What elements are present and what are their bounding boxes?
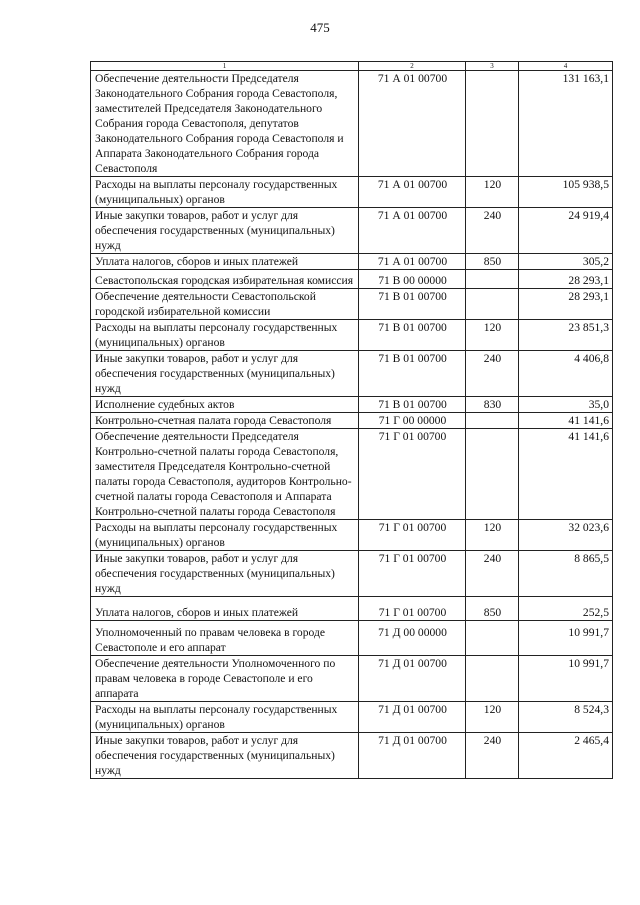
- row-amount: 41 141,6: [519, 429, 613, 520]
- row-type: 240: [466, 351, 519, 397]
- row-type: [466, 270, 519, 289]
- table-row: [91, 397, 613, 413]
- row-type: [466, 429, 519, 520]
- row-type: [466, 656, 519, 702]
- row-name: Расходы на выплаты персоналу государственных (муниципальных) органов: [91, 177, 359, 208]
- row-amount: 28 293,1: [519, 270, 613, 289]
- row-code: 71 Г 00 00000: [359, 413, 466, 429]
- row-name: Обеспечение деятельности Севастопольской городской избирательной комиссии: [91, 289, 359, 320]
- row-type: [466, 413, 519, 429]
- row-code: 71 В 01 00700: [359, 289, 466, 320]
- row-amount: 28 293,1: [519, 289, 613, 320]
- row-name: Исполнение судебных актов: [91, 397, 359, 413]
- row-type: 120: [466, 520, 519, 551]
- row-name: Уплата налогов, сборов и иных платежей: [91, 597, 359, 621]
- row-amount: 23 851,3: [519, 320, 613, 351]
- row-amount: 24 919,4: [519, 208, 613, 254]
- row-name: Иные закупки товаров, работ и услуг для обеспечения государственных (муниципальных) нужд: [91, 551, 359, 597]
- row-type: 850: [466, 254, 519, 270]
- row-name: Иные закупки товаров, работ и услуг для обеспечения государственных (муниципальных) нужд: [91, 351, 359, 397]
- row-type: [466, 71, 519, 177]
- row-name: Иные закупки товаров, работ и услуг для обеспечения государственных (муниципальных) нужд: [91, 208, 359, 254]
- table-row: [91, 351, 613, 397]
- row-amount: 10 991,7: [519, 621, 613, 656]
- header-col-1: 1: [91, 62, 359, 71]
- row-name: Уполномоченный по правам человека в городе Севастополе и его аппарат: [91, 621, 359, 656]
- row-amount: 252,5: [519, 597, 613, 621]
- row-code: 71 А 01 00700: [359, 254, 466, 270]
- row-amount: 8 524,3: [519, 702, 613, 733]
- row-code: 71 А 01 00700: [359, 208, 466, 254]
- row-amount: 305,2: [519, 254, 613, 270]
- row-name: Обеспечение деятельности Уполномоченного по правам человека в городе Севастополе и его аппарата: [91, 656, 359, 702]
- table-row: [91, 597, 613, 621]
- row-amount: 8 865,5: [519, 551, 613, 597]
- row-code: 71 В 01 00700: [359, 351, 466, 397]
- row-amount: 4 406,8: [519, 351, 613, 397]
- table-row: [91, 177, 613, 208]
- table-row: [91, 551, 613, 597]
- table-row: [91, 270, 613, 289]
- row-amount: 35,0: [519, 397, 613, 413]
- row-name: Иные закупки товаров, работ и услуг для обеспечения государственных (муниципальных) нужд: [91, 733, 359, 779]
- row-code: 71 В 00 00000: [359, 270, 466, 289]
- row-code: 71 Д 01 00700: [359, 656, 466, 702]
- row-name: Севастопольская городская избирательная комиссия: [91, 270, 359, 289]
- row-name: Расходы на выплаты персоналу государственных (муниципальных) органов: [91, 702, 359, 733]
- header-col-4: 4: [519, 62, 613, 71]
- row-type: 240: [466, 551, 519, 597]
- row-type: 120: [466, 320, 519, 351]
- row-name: Обеспечение деятельности Председателя Контрольно-счетной палаты города Севастополя, заместителя Председателя Контрольно-счетной палаты города Севастополя, аудиторов Контрольно-счетной палаты города Севастополя и Аппарата Контрольно-счетной палаты города Севастополя: [91, 429, 359, 520]
- row-type: 120: [466, 702, 519, 733]
- row-code: 71 А 01 00700: [359, 177, 466, 208]
- row-name: Уплата налогов, сборов и иных платежей: [91, 254, 359, 270]
- row-code: 71 Д 01 00700: [359, 733, 466, 779]
- row-code: 71 В 01 00700: [359, 397, 466, 413]
- table-row: [91, 520, 613, 551]
- table-row: [91, 429, 613, 520]
- table-row: [91, 320, 613, 351]
- row-type: [466, 289, 519, 320]
- row-type: [466, 621, 519, 656]
- row-code: 71 Г 01 00700: [359, 520, 466, 551]
- table-row: [91, 733, 613, 779]
- row-type: 240: [466, 208, 519, 254]
- table-header-row: [91, 62, 613, 71]
- row-code: 71 Г 01 00700: [359, 429, 466, 520]
- row-amount: 10 991,7: [519, 656, 613, 702]
- page-number: 475: [310, 20, 330, 35]
- table-row: [91, 413, 613, 429]
- row-amount: 32 023,6: [519, 520, 613, 551]
- table-row: [91, 254, 613, 270]
- row-amount: 41 141,6: [519, 413, 613, 429]
- header-col-3: 3: [466, 62, 519, 71]
- row-amount: 105 938,5: [519, 177, 613, 208]
- table-row: [91, 656, 613, 702]
- table-row: [91, 208, 613, 254]
- row-code: 71 А 01 00700: [359, 71, 466, 177]
- table-row: [91, 71, 613, 177]
- row-code: 71 Г 01 00700: [359, 551, 466, 597]
- table-row: [91, 702, 613, 733]
- row-code: 71 В 01 00700: [359, 320, 466, 351]
- table-row: [91, 289, 613, 320]
- row-name: Обеспечение деятельности Председателя Законодательного Собрания города Севастополя, заместителей Председателя Законодательного Собрания города Севастополя, депутатов Законодательного Собрания города Севастополя и Аппарата Законодательного Собрания города Севастополя: [91, 71, 359, 177]
- row-type: 850: [466, 597, 519, 621]
- row-code: 71 Д 00 00000: [359, 621, 466, 656]
- row-name: Расходы на выплаты персоналу государственных (муниципальных) органов: [91, 320, 359, 351]
- row-code: 71 Г 01 00700: [359, 597, 466, 621]
- row-amount: 2 465,4: [519, 733, 613, 779]
- row-name: Контрольно-счетная палата города Севастополя: [91, 413, 359, 429]
- row-type: 120: [466, 177, 519, 208]
- row-type: 240: [466, 733, 519, 779]
- table-row: [91, 621, 613, 656]
- row-amount: 131 163,1: [519, 71, 613, 177]
- row-type: 830: [466, 397, 519, 413]
- row-code: 71 Д 01 00700: [359, 702, 466, 733]
- header-col-2: 2: [359, 62, 466, 71]
- row-name: Расходы на выплаты персоналу государственных (муниципальных) органов: [91, 520, 359, 551]
- budget-table: [90, 61, 613, 779]
